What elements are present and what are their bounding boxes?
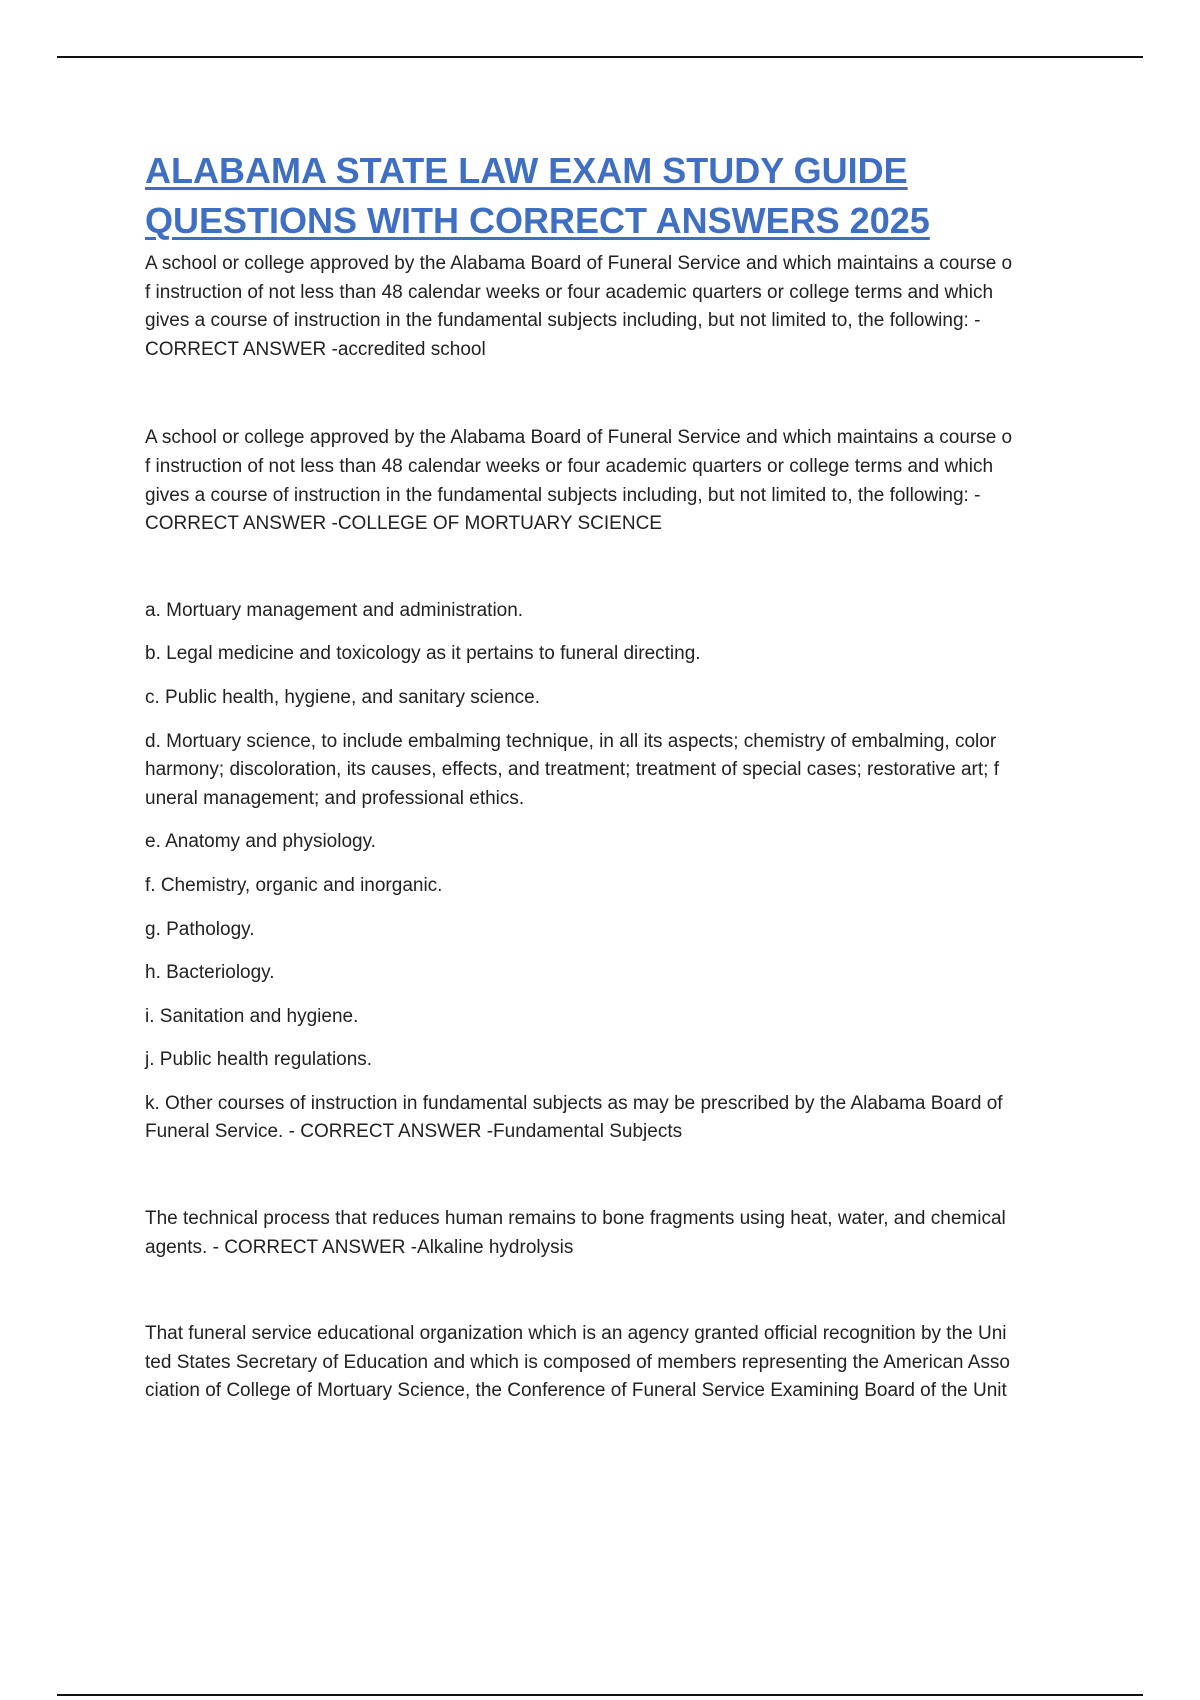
question-5: That funeral service educational organization which is an agency granted official recognition by the Uni ted States Secretary of Education and which is composed of members representing the American Asso ciation of College of Mortuary Science, the Conference of Funeral Service Examining Board of the Unit	[145, 1323, 1010, 1402]
list-item: c. Public health, hygiene, and sanitary science.	[145, 686, 541, 708]
list-item: i. Sanitation and hygiene.	[145, 1005, 359, 1027]
question-2-answer: CORRECT ANSWER -COLLEGE OF MORTUARY SCIENCE	[145, 513, 662, 535]
list-item: g. Pathology.	[145, 918, 255, 940]
question-1-answer: CORRECT ANSWER -accredited school	[145, 338, 486, 360]
list-item: k. Other courses of instruction in fundamental subjects as may be prescribed by the Alabama Board of Funeral Service. - CORRECT ANSWER -Fundamental Subjects	[145, 1092, 1003, 1143]
list-item: a. Mortuary management and administration.	[145, 599, 524, 621]
subject-list	[145, 597, 1090, 1147]
list-item: e. Anatomy and physiology.	[145, 831, 376, 853]
title-line-1: ALABAMA STATE LAW EXAM STUDY GUIDE	[145, 150, 908, 191]
list-item: j. Public health regulations.	[145, 1049, 373, 1071]
bottom-rule	[57, 1694, 1143, 1696]
question-1	[145, 250, 1090, 364]
list-item: b. Legal medicine and toxicology as it pertains to funeral directing.	[145, 643, 701, 665]
top-rule	[57, 56, 1143, 58]
list-item: h. Bacteriology.	[145, 962, 275, 984]
question-1-text: A school or college approved by the Alabama Board of Funeral Service and which maintains a course o f instruction of not less than 48 calendar weeks or four academic quarters or college terms and which gives a course of instruction in the fundamental subjects including, but not limited to, the following: -	[145, 253, 1013, 332]
document-body	[145, 146, 1090, 1406]
question-2-text: A school or college approved by the Alabama Board of Funeral Service and which maintains a course o f instruction of not less than 48 calendar weeks or four academic quarters or college terms and which gives a course of instruction in the fundamental subjects including, but not limited to, the following: -	[145, 427, 1013, 506]
list-item: f. Chemistry, organic and inorganic.	[145, 874, 443, 896]
question-2	[145, 424, 1090, 538]
list-item: d. Mortuary science, to include embalming technique, in all its aspects; chemistry of embalming, color harmony; discoloration, its causes, effects, and treatment; treatment of special cases; restorative art; f uneral management; and professional ethics.	[145, 730, 999, 809]
document-title	[145, 146, 1090, 246]
title-line-2: QUESTIONS WITH CORRECT ANSWERS 2025	[145, 200, 930, 241]
question-4: The technical process that reduces human remains to bone fragments using heat, water, and chemical agents. - CORRECT ANSWER -Alkaline hydrolysis	[145, 1208, 1006, 1258]
